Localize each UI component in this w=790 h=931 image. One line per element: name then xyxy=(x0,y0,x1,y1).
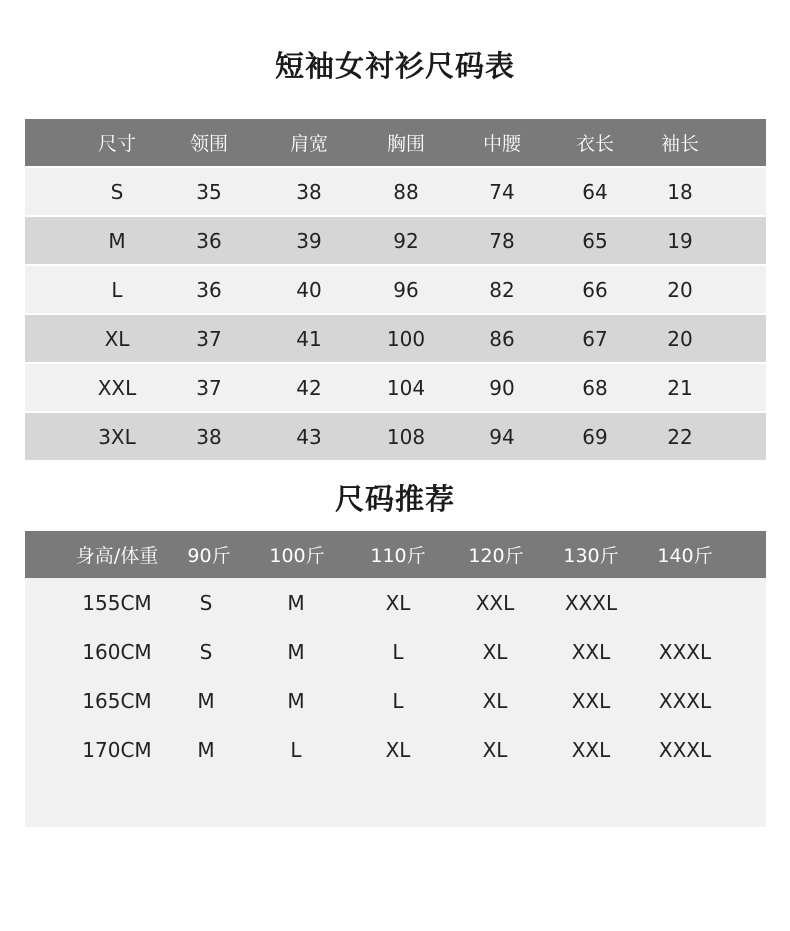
table-cell: 66 xyxy=(582,277,608,302)
table-cell: XXL xyxy=(571,737,611,762)
table-cell: 37 xyxy=(196,326,222,351)
table-cell: 65 xyxy=(582,228,608,253)
header-cell-collar: 领围 xyxy=(189,133,229,155)
table-cell: 18 xyxy=(667,179,693,204)
table-row xyxy=(25,217,766,264)
table-cell: M xyxy=(108,228,126,253)
table-cell: 19 xyxy=(667,228,693,253)
table-cell: S xyxy=(199,590,213,615)
table-cell: 39 xyxy=(296,228,322,253)
table-cell: 67 xyxy=(582,326,608,351)
header-cell-height-weight: 身高/体重 xyxy=(75,545,159,567)
size-recommendation-title: 尺码推荐 xyxy=(334,482,455,516)
table-cell: 38 xyxy=(196,424,222,449)
table-cell: M xyxy=(197,737,215,762)
table-cell: 86 xyxy=(489,326,515,351)
table-cell: XL xyxy=(104,326,130,351)
table-cell: 41 xyxy=(296,326,322,351)
table-cell: XXXL xyxy=(564,590,618,615)
table-cell: XXXL xyxy=(658,688,712,713)
table-row xyxy=(25,168,766,215)
table-cell: XL xyxy=(482,639,508,664)
table-cell: 20 xyxy=(667,326,693,351)
table-cell: 82 xyxy=(489,277,515,302)
table-cell: 20 xyxy=(667,277,693,302)
table-cell: 42 xyxy=(296,375,322,400)
table-cell: M xyxy=(287,590,305,615)
table-cell: XXL xyxy=(571,639,611,664)
header-cell-bust: 胸围 xyxy=(386,133,426,155)
table-cell: 35 xyxy=(196,179,222,204)
table-cell: 68 xyxy=(582,375,608,400)
table-cell: S xyxy=(110,179,124,204)
table-cell: 36 xyxy=(196,228,222,253)
table-row xyxy=(25,578,766,627)
table-cell: M xyxy=(287,688,305,713)
table-cell: 3XL xyxy=(98,424,136,449)
size-chart-table xyxy=(25,119,766,460)
table-cell: 88 xyxy=(393,179,419,204)
header-cell-sleeve: 袖长 xyxy=(660,133,700,155)
table-cell: XXL xyxy=(97,375,137,400)
table-cell: 170CM xyxy=(82,737,152,762)
table-cell: XL xyxy=(385,590,411,615)
table-cell: 64 xyxy=(582,179,608,204)
header-cell-length: 衣长 xyxy=(575,133,615,155)
table-row xyxy=(25,364,766,411)
size-recommendation-table xyxy=(25,531,766,827)
table-cell: 108 xyxy=(386,424,426,449)
table-cell: L xyxy=(111,277,123,302)
table-cell: XXXL xyxy=(658,737,712,762)
table-cell: XL xyxy=(482,737,508,762)
header-cell-weight-130: 130斤 xyxy=(563,545,619,567)
header-cell-size: 尺寸 xyxy=(97,133,137,155)
table-row xyxy=(25,266,766,313)
table-row xyxy=(25,676,766,725)
header-cell-weight-120: 120斤 xyxy=(468,545,524,567)
table-cell: L xyxy=(392,639,404,664)
table-cell: 155CM xyxy=(82,590,152,615)
header-cell-weight-110: 110斤 xyxy=(370,545,426,567)
table-cell: 40 xyxy=(296,277,322,302)
table-row xyxy=(25,315,766,362)
table-cell: S xyxy=(199,639,213,664)
table-cell: XXL xyxy=(475,590,515,615)
size-chart-title: 短袖女衬衫尺码表 xyxy=(274,49,515,83)
header-cell-weight-90: 90斤 xyxy=(187,545,231,567)
table-cell: 36 xyxy=(196,277,222,302)
table-row xyxy=(25,627,766,676)
table-cell: 22 xyxy=(667,424,693,449)
table-cell: XXL xyxy=(571,688,611,713)
table-cell: XL xyxy=(385,737,411,762)
table-cell: XL xyxy=(482,688,508,713)
table-cell: 100 xyxy=(386,326,426,351)
table-cell: 160CM xyxy=(82,639,152,664)
table-cell: M xyxy=(197,688,215,713)
table-cell: 165CM xyxy=(82,688,152,713)
table-cell: L xyxy=(392,688,404,713)
table-cell: XXXL xyxy=(658,639,712,664)
header-cell-waist: 中腰 xyxy=(482,133,522,155)
table-cell: 96 xyxy=(393,277,419,302)
table-cell: 74 xyxy=(489,179,515,204)
table-cell: 94 xyxy=(489,424,515,449)
table-cell: 90 xyxy=(489,375,515,400)
header-cell-weight-140: 140斤 xyxy=(657,545,713,567)
table-row xyxy=(25,725,766,774)
table-cell: 43 xyxy=(296,424,322,449)
table-cell: 69 xyxy=(582,424,608,449)
table-cell: M xyxy=(287,639,305,664)
table-cell: 104 xyxy=(386,375,426,400)
header-cell-weight-100: 100斤 xyxy=(269,545,325,567)
table-cell: 37 xyxy=(196,375,222,400)
recommendation-header-row xyxy=(25,531,766,578)
table-cell: L xyxy=(290,737,302,762)
table-cell: 38 xyxy=(296,179,322,204)
size-chart-header-row xyxy=(25,119,766,166)
header-cell-shoulder: 肩宽 xyxy=(289,133,329,155)
table-row xyxy=(25,413,766,460)
table-cell: 78 xyxy=(489,228,515,253)
table-cell: 92 xyxy=(393,228,419,253)
table-cell: 21 xyxy=(667,375,693,400)
